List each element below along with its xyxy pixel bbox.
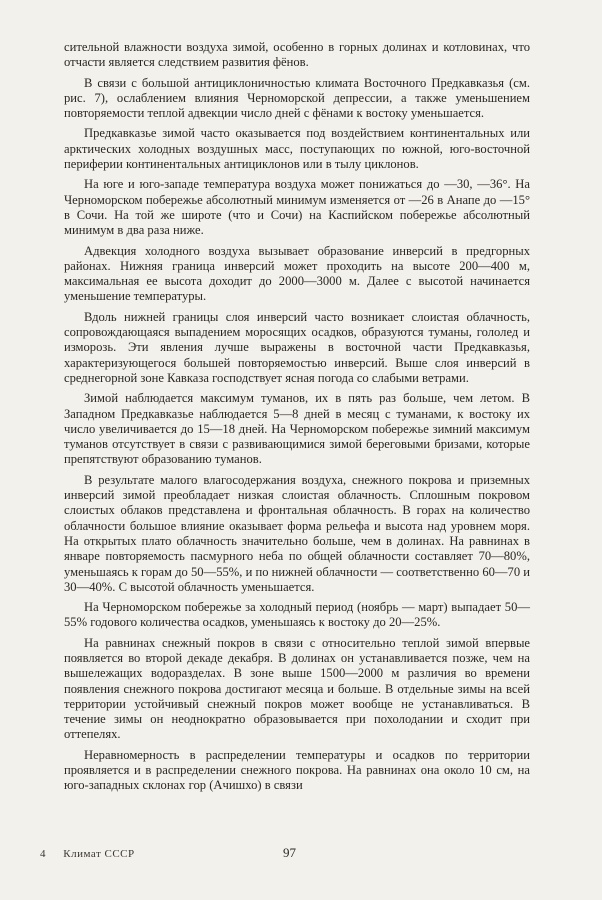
paragraph-10: На равнинах снежный покров в связи с относительно теплой зимой впервые появляется во второй декаде декабря. В долинах он устанавливается позже, чем на вышележащих водоразделах. В зоне выше 1500—2000 м различия во времени появления снежного покрова достигают месяца и больше. В отдельные зимы на всей территории устойчивый снежный покров может вообще не устанавливаться. В течение зимы он неоднократно образовывается при похолодании и сходит при оттепелях. xyxy=(64,635,530,742)
page-number: 97 xyxy=(283,845,296,860)
paragraph-1: сительной влажности воздуха зимой, особенно в горных долинах и котловинах, что отчасти является следствием развития фёнов. xyxy=(64,40,530,70)
paragraph-7: Зимой наблюдается максимум туманов, их в пять раз больше, чем летом. В Западном Предкавказье наблюдается 5—8 дней в месяц с туманами, к востоку их число увеличивается до 15—18 дней. На Черноморском побережье зимний максимум туманов отсутствует в связи с развивающимися зимой береговыми бризами, которые препятствуют образованию туманов. xyxy=(64,391,530,467)
body-text xyxy=(64,40,530,799)
signature-title: Климат СССР xyxy=(63,848,135,860)
paragraph-8: В результате малого влагосодержания воздуха, снежного покрова и приземных инверсий зимой преобладает низкая слоистая облачность. Сплошным покровом слоистых облаков представлена и фронтальная облачность. В горах на количество облачности большое влияние оказывает форма рельефа и высота над уровнем моря. На открытых плато облачность значительно больше, чем в долинах. На равнинах в январе повторяемость пасмурного неба по общей облачности составляет 70—80%, уменьшаясь к горам до 50—55%, и по нижней облачности — соответственно 60—70 и 30—40%. С высотой облачность уменьшается. xyxy=(64,472,531,594)
signature-number: 4 xyxy=(40,848,46,860)
paragraph-9: На Черноморском побережье за холодный период (ноябрь — март) выпадает 50—55% годового количества осадков, уменьшаясь к востоку до 20—25%. xyxy=(64,600,530,630)
paragraph-11: Неравномерность в распределении температуры и осадков по территории проявляется и в распределении снежного покрова. На равнинах она около 10 см, на юго-западных склонах гор (Ачишхо) в связи xyxy=(64,747,530,793)
signature-mark xyxy=(40,848,135,860)
paragraph-4: На юге и юго-западе температура воздуха может понижаться до —30, —36°. На Черноморском побережье абсолютный минимум изменяется от —26 в Анапе до —15° в Сочи. На той же широте (что и Сочи) на Каспийском побережье абсолютный минимум в два раза ниже. xyxy=(64,177,530,238)
paragraph-3: Предкавказье зимой часто оказывается под воздействием континентальных или арктических холодных воздушных масс, поступающих по южной, юго-восточной периферии континентальных антициклонов или в тылу циклонов. xyxy=(64,126,530,172)
paragraph-2: В связи с большой антициклоничностью климата Восточного Предкавказья (см. рис. 7), ослаблением влияния Черноморской депрессии, а также уменьшением повторяемости теплой адвекции число дней с фёнами к востоку уменьшается. xyxy=(64,75,530,121)
paragraph-6: Вдоль нижней границы слоя инверсий часто возникает слоистая облачность, сопровождающаяся выпадением моросящих осадков, образуются туманы, гололед и изморозь. Эти явления лучше выражены в восточной части Предкавказья, характеризующегося большей повторяемостью инверсий. Выше слоя инверсий в среднегорной зоне Кавказа господствует ясная погода со слабыми ветрами. xyxy=(64,309,530,385)
paragraph-5: Адвекция холодного воздуха вызывает образование инверсий в предгорных районах. Нижняя граница инверсий может проходить на высоте 200—400 м, максимальная ее высота доходит до 2000—3000 м. Далее с высотой начинается уменьшение температуры. xyxy=(64,243,530,304)
